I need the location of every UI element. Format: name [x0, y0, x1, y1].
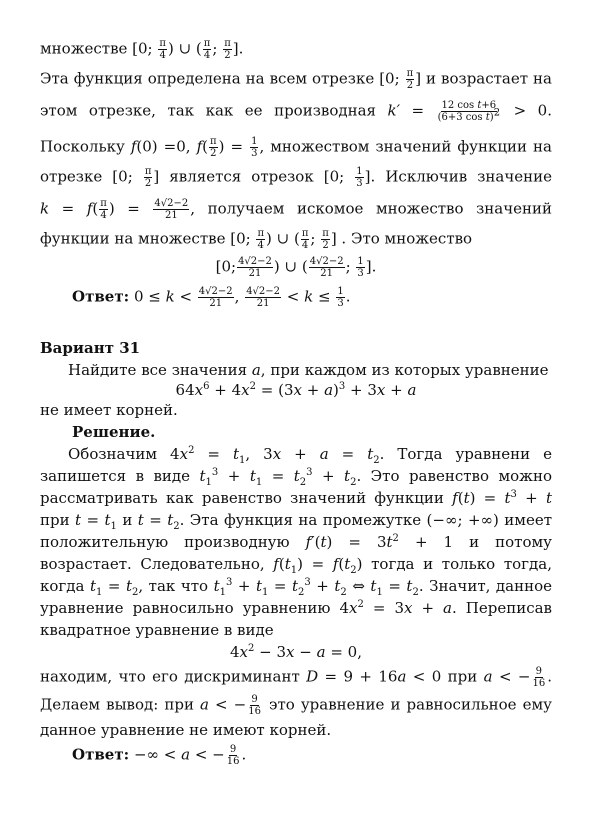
text-line-11: Найдите все значения a, при каждом из которых уравнение — [68, 361, 549, 379]
text-line-17: рассматривать как равенство значений функции $f(t) = t^3 + t$ — [40, 489, 552, 507]
text-line-27: данное уравнение не имеют корней. — [40, 721, 332, 739]
text-line-4: Поскольку f(0) =0, f( $\frac{\pi}{2}$ ) = $\frac{1}{3}$ , множеством значений функции на — [40, 136, 552, 159]
text-line-26: Делаем вывод: при a < − $\frac{9}{16}$ это уравнение и равносильное ему — [40, 694, 552, 717]
text-line-18: при $t = t_1$ и $t = t_2$. Эта функция на промежутке (−∞; +∞) имеет — [40, 511, 552, 532]
section-title: Вариант 31 — [40, 339, 141, 357]
text-line-7: функции на множестве [0; $\frac{\pi}{4}$ ) ∪ ( $\frac{\pi}{4}$ ; $\frac{\pi}{2}$ ] . Это множество — [40, 228, 473, 251]
answer-line-1: Ответ: 0 ≤ k < $\frac{4√2-2}{21}$ , $\frac{4√2-2}{21}$ < k ≤ $\frac{1}{3}$ . — [72, 286, 351, 309]
text-line-16: запишется в виде $t_1^3 + t_1 = t_2^3 + t_2$. Это равенство можно — [40, 467, 552, 488]
text-line-2: Эта функция определена на всем отрезке [0; $\frac{\pi}{2}$ ] и возрастает на — [40, 68, 552, 91]
text-line-1: множестве [0; $\frac{\pi}{4}$ ) ∪ ( $\frac{\pi}{4}$ ; $\frac{\pi}{2}$ ]. — [40, 38, 244, 61]
text-line-15: Обозначим $4x^2 = t_1$, $3x + a = t_2$. Тогда уравнени е — [68, 445, 552, 466]
answer-line-2: Ответ: −∞ < a < − $\frac{9}{16}$ . — [72, 744, 247, 767]
equation-line-12: $64x^6 + 4x^2 = (3x + a)^3 + 3x + a$ — [175, 381, 417, 399]
text-line-25: находим, что его дискриминант D = 9 + 16a < 0 при a < − $\frac{9}{16}$ . — [40, 666, 552, 689]
text-line-22: уравнение равносильно уравнению $4x^2 = 3x + a$. Переписав — [40, 599, 552, 617]
text-line-23: квадратное уравнение в виде — [40, 621, 274, 639]
text-line-13: не имеет корней. — [40, 401, 178, 419]
text-line-21: когда $t_1 = t_2$, так что $t_1^3 + t_1 = t_2^3 + t_2$ ⇔ $t_1 = t_2$. Значит, данное — [40, 577, 552, 598]
text-line-19: положительную производную $f'(t) = 3t^2 + 1$ и потому — [40, 533, 552, 551]
formula-line-8: [0; $\frac{4√2-2}{21}$ ) ∪ ( $\frac{4√2-2}{21}$ ; $\frac{1}{3}$ ]. — [215, 256, 377, 279]
text-line-5: отрезке [0; $\frac{\pi}{2}$ ] является отрезок [0; $\frac{1}{3}$ ]. Исключив значение — [40, 166, 552, 189]
text-line-6: k = f( $\frac{\pi}{4}$ ) = $\frac{4√2-2}{21}$ , получаем искомое множество значений — [40, 198, 552, 221]
text-line-3: этом отрезке, так как ее производная k′ = $\frac{\text{12 cos t+6}}{(6+3 \cos t)^2}$ > 0. — [40, 100, 552, 123]
text-line-20: возрастает. Следовательно, $f(t_1) = f(t_2)$ тогда и только тогда, — [40, 555, 552, 576]
equation-line-24: $4x^2 - 3x - a = 0$, — [230, 643, 362, 661]
solution-heading: Решение. — [72, 423, 156, 441]
